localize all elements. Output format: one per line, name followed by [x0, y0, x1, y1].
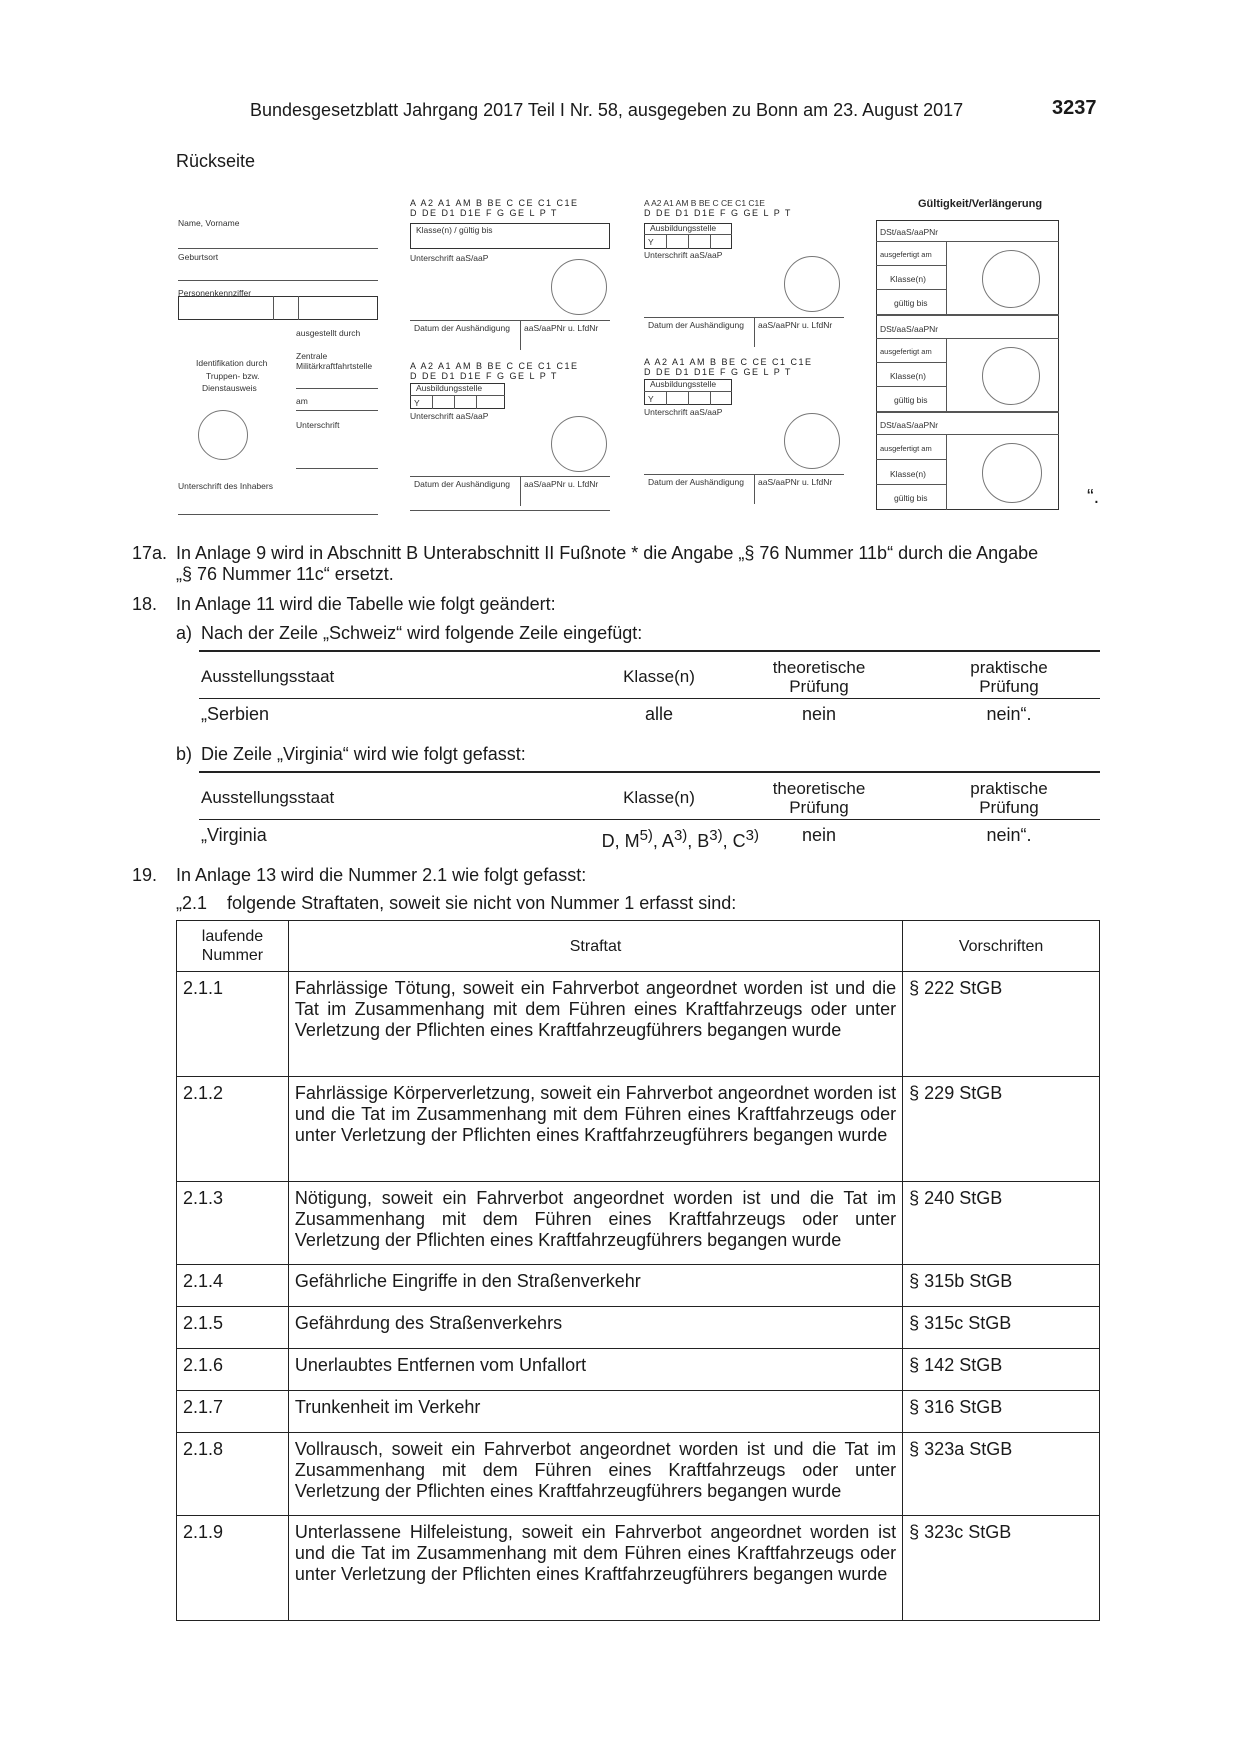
item-18-text: In Anlage 11 wird die Tabelle wie folgt geändert: — [176, 594, 556, 614]
card-ausgefertigt-label: ausgefertigt am — [880, 250, 932, 259]
cell-straftat: Trunkenheit im Verkehr — [288, 1391, 902, 1433]
cell-vorschrift: § 240 StGB — [903, 1182, 1100, 1265]
class-list-2: D DE D1 D1E F G GE L P T — [644, 367, 792, 377]
cell-vorschrift: § 315b StGB — [903, 1265, 1100, 1307]
table-b — [199, 771, 1100, 851]
card-ident-label-3: Dienstausweis — [202, 383, 257, 393]
header-klasse: Klasse(n) — [623, 667, 695, 686]
seal-circle — [551, 416, 607, 472]
card-unterschrift-inhaber-label: Unterschrift des Inhabers — [178, 481, 273, 491]
cell-nummer: 2.1.4 — [177, 1265, 289, 1307]
table-row — [177, 1516, 1100, 1621]
card-dst-label: DSt/aaS/aaPNr — [880, 324, 939, 334]
header-klasse: Klasse(n) — [623, 788, 695, 807]
item-21-text: „2.1 folgende Straftaten, soweit sie nicht von Nummer 1 erfasst sind: — [176, 893, 737, 913]
card-zentrale-label: Zentrale — [296, 351, 328, 361]
card-unterschrift-aas-label: Unterschrift aaS/aaP — [644, 407, 723, 417]
item-a-label: a) — [176, 623, 193, 643]
item-a-text: Nach der Zeile „Schweiz“ wird folgende Zeile eingefügt: — [201, 623, 643, 643]
card-gueltig-bis-label: gültig bis — [894, 493, 928, 503]
license-card-figure — [176, 192, 1096, 522]
card-y-label: Y — [648, 394, 654, 404]
card-militaer-label: Militärkraftfahrtstelle — [296, 361, 373, 371]
table-row — [177, 1307, 1100, 1349]
header-ausstellungsstaat: Ausstellungsstaat — [201, 788, 335, 807]
card-ausbildungsstelle-label: Ausbildungsstelle — [650, 223, 717, 233]
card-gueltig-bis-label: gültig bis — [894, 298, 928, 308]
table-row — [177, 1077, 1100, 1182]
cell-nummer: 2.1.1 — [177, 972, 289, 1077]
cell-straftat: Nötigung, soweit ein Fahrverbot angeordnet worden ist und die Tat im Zusammenhang mit dem Führen eines Kraftfahrzeugs oder unter Verletzung der Pflichten eines Kraftfahrzeugführers begangen wurde — [288, 1182, 902, 1265]
header-pruefung: Prüfung — [979, 677, 1039, 696]
cell-nummer: 2.1.5 — [177, 1307, 289, 1349]
cell-vorschrift: § 222 StGB — [903, 972, 1100, 1077]
card-klasse-label: Klasse(n) — [890, 274, 926, 284]
card-unterschrift-aas-label: Unterschrift aaS/aaP — [410, 253, 489, 263]
card-personenkennziffer-label: Personenkennziffer — [178, 288, 252, 298]
cell-theo: nein — [801, 704, 837, 724]
table-row — [177, 1182, 1100, 1265]
cell-theo: nein — [801, 825, 837, 845]
cell-nummer: 2.1.2 — [177, 1077, 289, 1182]
cell-straftat: Gefährliche Eingriffe in den Straßenverkehr — [288, 1265, 902, 1307]
table-row — [177, 1433, 1100, 1516]
seal-circle — [551, 259, 607, 315]
table-a — [199, 650, 1100, 730]
cell-prak: nein“. — [986, 825, 1032, 845]
item-b-label: b) — [176, 744, 193, 764]
card-ausbildungsstelle-label: Ausbildungsstelle — [650, 379, 717, 389]
card-klasse-label: Klasse(n) — [890, 469, 926, 479]
seal-circle — [982, 347, 1040, 405]
table-row — [177, 1265, 1100, 1307]
cell-vorschrift: § 316 StGB — [903, 1391, 1100, 1433]
card-ausgestellt-label: ausgestellt durch — [296, 328, 361, 338]
cell-klasse: alle — [644, 704, 674, 724]
cell-nummer: 2.1.9 — [177, 1516, 289, 1621]
card-datum-label: Datum der Aushändigung — [414, 479, 510, 489]
cell-straftat: Gefährdung des Straßenverkehrs — [288, 1307, 902, 1349]
header-praktische: praktische — [970, 658, 1048, 677]
header-pruefung: Prüfung — [979, 798, 1039, 817]
card-datum-label: Datum der Aushändigung — [648, 477, 744, 487]
item-number-17a: 17a. — [132, 543, 168, 563]
cell-straftat: Fahrlässige Körperverletzung, soweit ein Fahrverbot angeordnet worden ist und die Tat im Zusammenhang mit dem Führen eines Kraftfahrzeugs oder unter Verletzung der Pflichten eines Kraftfahrzeugführers begangen wurde — [288, 1077, 902, 1182]
class-list: A A2 A1 AM B BE C CE C1 C1E — [644, 357, 813, 367]
cell-vorschrift: § 323c StGB — [903, 1516, 1100, 1621]
cell-vorschrift: § 229 StGB — [903, 1077, 1100, 1182]
seal-circle — [982, 250, 1040, 308]
header-ausstellungsstaat: Ausstellungsstaat — [201, 667, 335, 686]
class-list-2: D DE D1 D1E F G GE L P T — [644, 208, 792, 218]
cell-vorschrift: § 315c StGB — [903, 1307, 1100, 1349]
card-unterschrift-aas-label: Unterschrift aaS/aaP — [644, 250, 723, 260]
item-17a-text-2: „§ 76 Nummer 11c“ ersetzt. — [176, 564, 394, 584]
table-row — [177, 1349, 1100, 1391]
closing-quote: “. — [1087, 486, 1100, 508]
card-ausgefertigt-label: ausgefertigt am — [880, 444, 932, 453]
item-b-text: Die Zeile „Virginia“ wird wie folgt gefasst: — [201, 744, 526, 764]
card-aasnr-label: aaS/aaPNr u. LfdNr — [524, 479, 599, 489]
page-number: 3237 — [1052, 97, 1097, 119]
item-number-18: 18. — [132, 594, 158, 614]
card-klasse-gueltig-label: Klasse(n) / gültig bis — [416, 225, 493, 235]
cell-vorschrift: § 142 StGB — [903, 1349, 1100, 1391]
item-19-text: In Anlage 13 wird die Nummer 2.1 wie folgt gefasst: — [176, 865, 587, 885]
header-theoretische: theoretische — [772, 779, 866, 798]
item-number-19: 19. — [132, 865, 158, 885]
header-praktische: praktische — [970, 779, 1048, 798]
cell-vorschrift: § 323a StGB — [903, 1433, 1100, 1516]
card-dst-label: DSt/aaS/aaPNr — [880, 420, 939, 430]
card-ident-label-2: Truppen- bzw. — [206, 371, 260, 381]
table-row — [177, 972, 1100, 1077]
card-y-label: Y — [414, 398, 420, 408]
cell-nummer: 2.1.8 — [177, 1433, 289, 1516]
cell-nummer: 2.1.6 — [177, 1349, 289, 1391]
cell-nummer: 2.1.7 — [177, 1391, 289, 1433]
seal-circle — [784, 256, 840, 312]
cell-staat: „Serbien — [201, 704, 270, 724]
class-list: A A2 A1 AM B BE C CE C1 C1E — [410, 361, 579, 371]
class-list-2: D DE D1 D1E F G GE L P T — [410, 208, 558, 218]
card-aasnr-label: aaS/aaPNr u. LfdNr — [758, 477, 833, 487]
card-unterschrift-label: Unterschrift — [296, 420, 340, 430]
header-theoretische: theoretische — [772, 658, 866, 677]
cell-straftat: Fahrlässige Tötung, soweit ein Fahrverbot angeordnet worden ist und die Tat im Zusammenhang mit dem Führen eines Kraftfahrzeugs oder unter Verletzung der Pflichten eines Kraftfahrzeugführers begangen wurde — [288, 972, 902, 1077]
class-list: A A2 A1 AM B BE C CE C1 C1E — [644, 198, 765, 208]
cell-straftat: Unterlassene Hilfeleistung, soweit ein Fahrverbot angeordnet worden ist und die Tat im Zusammenhang mit dem Führen eines Kraftfahrzeugs oder unter Verletzung der Pflichten eines Kraftfahrzeugführers begangen wurde — [288, 1516, 902, 1621]
card-ident-label: Identifikation durch — [196, 358, 268, 368]
card-aasnr-label: aaS/aaPNr u. LfdNr — [758, 320, 833, 330]
cell-straftat: Unerlaubtes Entfernen vom Unfallort — [288, 1349, 902, 1391]
card-am-label: am — [296, 396, 308, 406]
item-17a-text: In Anlage 9 wird in Abschnitt B Unterabschnitt II Fußnote * die Angabe „§ 76 Nummer 11b“ durch die Angabe — [176, 543, 1039, 563]
header-straftat: Straftat — [288, 921, 902, 972]
section-label: Rückseite — [176, 151, 256, 171]
header-laufende-nummer: laufende Nummer — [177, 921, 289, 972]
cell-klasse: D, $M^{5)}$, $A^{3)}$, $B^{3)}$, $C^{3)}$ — [601, 827, 759, 851]
class-list: A A2 A1 AM B BE C CE C1 C1E — [410, 198, 579, 208]
cell-prak: nein“. — [986, 704, 1032, 724]
card-datum-label: Datum der Aushändigung — [648, 320, 744, 330]
running-header: Bundesgesetzblatt Jahrgang 2017 Teil I Nr. 58, ausgegeben zu Bonn am 23. August 2017 — [250, 100, 964, 120]
card-aasnr-label: aaS/aaPNr u. LfdNr — [524, 323, 599, 333]
header-pruefung: Prüfung — [789, 798, 849, 817]
card-gueltig-bis-label: gültig bis — [894, 395, 928, 405]
straftaten-table — [176, 920, 1100, 1621]
class-list-2: D DE D1 D1E F G GE L P T — [410, 371, 558, 381]
seal-circle — [784, 413, 840, 469]
seal-circle — [198, 410, 248, 460]
card-name-label: Name, Vorname — [178, 218, 240, 228]
cell-staat: „Virginia — [201, 825, 267, 845]
card-unterschrift-aas-label: Unterschrift aaS/aaP — [410, 411, 489, 421]
card-geburtsort-label: Geburtsort — [178, 252, 219, 262]
card-y-label: Y — [648, 237, 654, 247]
card-ausgefertigt-label: ausgefertigt am — [880, 347, 932, 356]
cell-straftat: Vollrausch, soweit ein Fahrverbot angeordnet worden ist und die Tat im Zusammenhang mit dem Führen eines Kraftfahrzeugs oder unter Verletzung der Pflichten eines Kraftfahrzeugführers begangen wurde — [288, 1433, 902, 1516]
seal-circle — [982, 443, 1042, 503]
card-dst-label: DSt/aaS/aaPNr — [880, 227, 939, 237]
card-klasse-label: Klasse(n) — [890, 371, 926, 381]
card-gueltigkeit-title: Gültigkeit/Verlängerung — [918, 198, 1043, 210]
header-pruefung: Prüfung — [789, 677, 849, 696]
table-row — [177, 1391, 1100, 1433]
cell-nummer: 2.1.3 — [177, 1182, 289, 1265]
card-datum-label: Datum der Aushändigung — [414, 323, 510, 333]
card-ausbildungsstelle-label: Ausbildungsstelle — [416, 383, 483, 393]
header-vorschriften: Vorschriften — [903, 921, 1100, 972]
